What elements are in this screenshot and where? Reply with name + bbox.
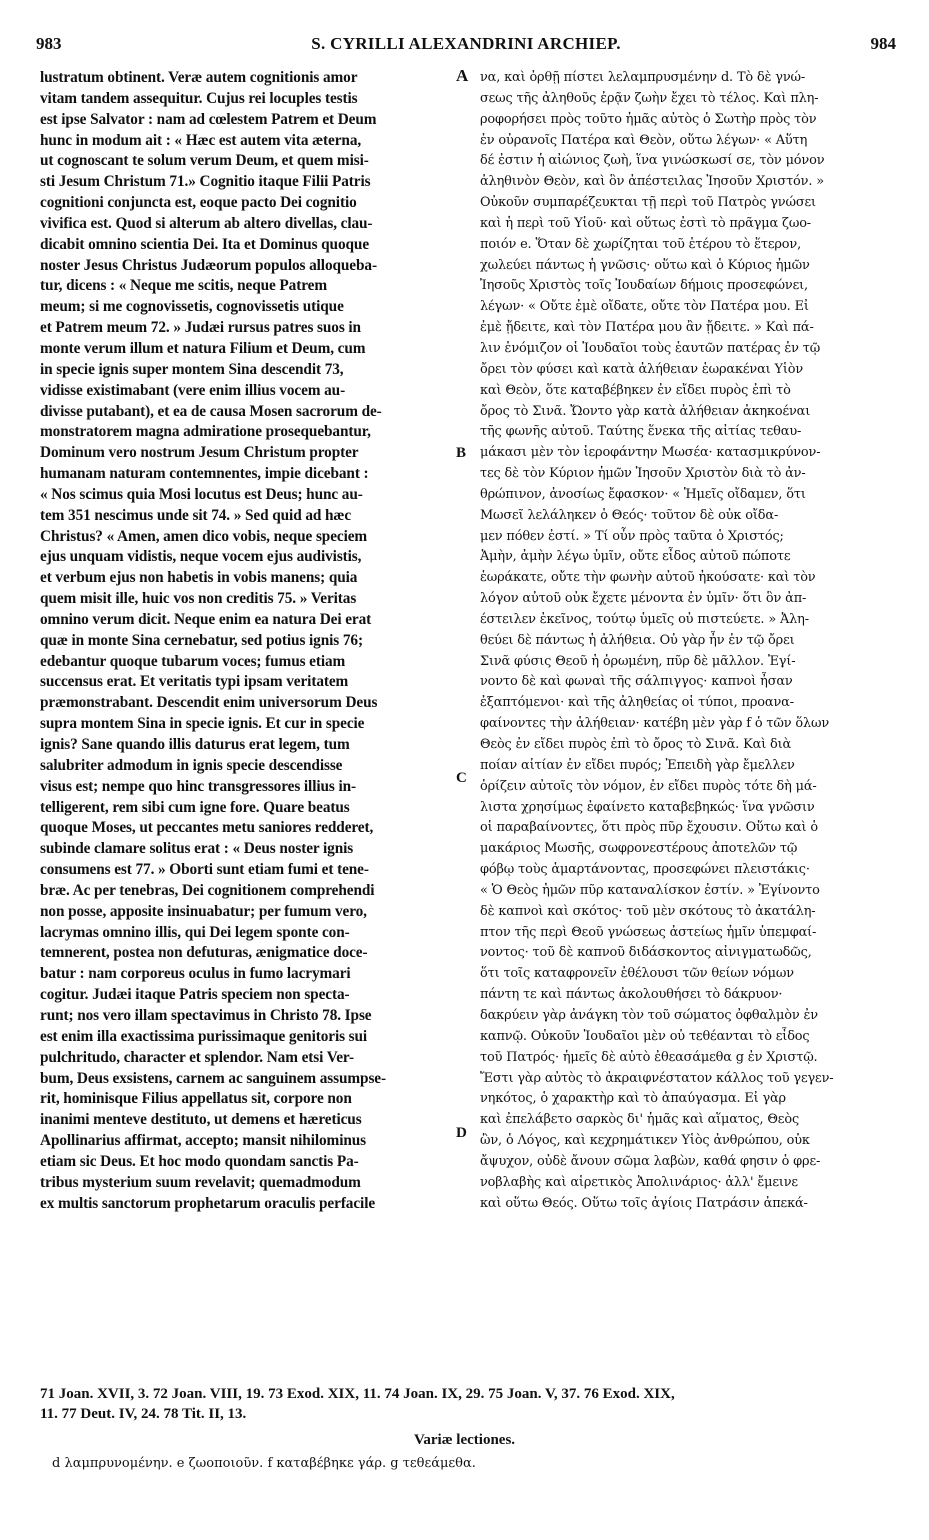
greek-text-line: καὶ Θεὸν, ὅτε καταβέβηκεν ἐν εἴδει πυρὸς ἐπὶ τὸ [480,382,791,398]
greek-text-line: ποίαν αἰτίαν ἐν εἴδει πυρός; Ἐπειδὴ γὰρ ἔμελλεν [480,757,795,773]
greek-text-line: λιστα χρησίμως ἐφαίνετο καταβεβηκώς· ἵνα γνῶσιν [480,799,815,815]
greek-text-line: πτον τῆς περὶ Θεοῦ γνώσεως ἀστείως ἡμῖν ὑπεμφαί- [480,924,817,940]
greek-text-line: μάκασι μὲν τὸν ἱεροφάντην Μωσέα· κατασμικρύνον- [480,445,821,461]
greek-text-line: Θεὸς ἐν εἴδει πυρὸς ἐπὶ τὸ ὄρος τὸ Σινᾶ. Καὶ διὰ [480,737,792,752]
greek-text-line: Ἀμὴν, ἀμὴν λέγω ὑμῖν, οὔτε εἶδος αὐτοῦ πώποτε [480,549,791,565]
greek-text-line: ἐξαπτόμενοι· καὶ τῆς ἀληθείας οἱ τύποι, προανα- [480,695,794,711]
greek-text-line: Ἰησοῦς Χριστὸς τοῖς Ἰουδαίων δήμοις προσεφώνει, [480,278,808,294]
latin-text-line: vivifica est. Quod si alterum ab altero divellas, clau- [40,214,373,232]
greek-text-line: φόβῳ τοὺς ἁμαρτάνοντας, προσεφώνει πλειστάκις· [480,862,810,878]
page-number-left: 983 [36,34,62,53]
latin-text-line: ejus unquam vidistis, neque vocem ejus audivistis, [40,548,362,566]
greek-text-line: « Ὁ Θεὸς ἡμῶν πῦρ καταναλίσκον ἐστίν. » Ἐγίνοντο [480,882,820,898]
latin-text-line: humanam naturam contemnentes, impie dicebant : [40,465,369,483]
latin-text-line: subinde clamare solitus erat : « Deus noster ignis [40,840,354,858]
latin-text-line: non posse, apposite insinuabatur; per fumum vero, [40,902,367,920]
latin-text-line: vitam tandem assequitur. Cujus rei locuples testis [40,89,358,107]
latin-text-line: cognitioni conjuncta est, eoque pacto Dei cognitio [40,194,357,212]
latin-text-line: meum; si me cognovissetis, cognovissetis utique [40,298,344,316]
latin-text-line: ignis? Sane quando illis daturus erat legem, tum [40,736,350,753]
latin-text-line: ut cognoscant te solum verum Deum, et quem misi- [40,152,369,170]
greek-text-line: τες δὲ τὸν Κύριον ἡμῶν Ἰησοῦν Χριστὸν διὰ τὸ ἀν- [480,466,806,482]
latin-text-line: tem 351 nescimus unde sit 74. » Sed quid ad hæc [40,506,352,524]
latin-text-line: supra montem Sina in specie ignis. Et cur in specie [40,715,365,733]
greek-text-line: λέγων· « Οὔτε ἐμὲ οἴδατε, οὔτε τὸν Πατέρα μου. Εἰ [480,299,809,315]
latin-text-line: bræ. Ac per tenebras, Dei cognitionem comprehendi [40,881,375,899]
greek-text-line: ὅτι τοῖς καταφρονεῖν ἐθέλουσι τῶν θείων νόμων [480,966,794,982]
greek-text-line: ὢν, ὁ Λόγος, καὶ κεχρημάτικεν Υἱὸς ἀνθρώπου, οὐκ [480,1133,810,1149]
latin-text-line: sti Jesum Christum 71.» Cognitio itaque Filii Patris [40,173,371,191]
greek-text-line: νοντο δὲ καὶ φωναὶ τῆς σάλπιγγος· καπνοὶ ἦσαν [480,674,793,690]
latin-text-line: tribus mysterium suum revelavit; quemadmodum [40,1173,361,1191]
running-title: S. CYRILLI ALEXANDRINI ARCHIEP. [311,34,621,53]
latin-text-line: est enim illa exactissima purissimaque genitoris sui [40,1027,368,1045]
section-marker-c: C [456,770,467,786]
latin-text-line: pulchritudo, character et splendor. Nam etsi Ver- [40,1048,355,1066]
section-marker-b: B [456,445,467,461]
latin-column [40,68,452,1214]
latin-text-line: dicabit omnino scientia Dei. Ita et Dominus quoque [40,235,370,253]
greek-text-line: Μωσεῖ λελάληκεν ὁ Θεός· τοῦτον δὲ οὐκ οἴδα- [480,507,779,523]
greek-text-line: τῆς φωνῆς αὐτοῦ. Ταύτης ἕνεκα τῆς αἰτίας τεθαυ- [480,424,802,440]
latin-text-line: et Patrem meum 72. » Judæi rursus patres suos in [40,319,361,337]
latin-text-line: Christus? « Amen, amen dico vobis, neque speciem [40,527,368,545]
latin-text-line: runt; nos vero illam spectavimus in Christo 78. Ipse [40,1006,372,1024]
latin-text-line: visus est; nempe quo hinc transgressores illius in- [40,777,357,795]
latin-text-line: etiam sic Deus. Et hoc modo quondam sanctis Pa- [40,1152,359,1170]
latin-text-line: vidisse existimabant (vere enim illius vocem au- [40,381,346,399]
greek-text-line: ἐν οὐρανοῖς Πατέρα καὶ Θεὸν, οὕτω λέγων· « Αὕτη [480,132,808,148]
greek-text-line: ὄρει τὸν φύσει καὶ κατὰ ἀλήθειαν ἑωρακέναι Υἱὸν [480,361,804,377]
latin-text-line: est ipse Salvator : nam ad cœlestem Patrem et Deum [40,110,377,128]
greek-text-line: ἄψυχον, οὐδὲ ἄνουν σῶμα λαβὼν, καθά φησιν ὁ φρε- [480,1153,821,1169]
greek-text-line: οἱ παραβαίνοντες, ὅτι πρὸς πῦρ ἔχουσιν. Οὕτω καὶ ὁ [480,820,818,836]
greek-text-line: καὶ ἐπελάβετο σαρκὸς δι' ἡμᾶς καὶ αἵματος, Θεὸς [480,1112,800,1128]
footnote-line: 71 Joan. XVII, 3. 72 Joan. VIII, 19. 73 Exod. XIX, 11. 74 Joan. IX, 29. 75 Joan. V, 37. 76 Exod. XIX, [40,1386,675,1402]
latin-text-line: divisse putabant), et ea de causa Mosen sacrorum de- [40,402,382,420]
latin-text-line: « Nos scimus quia Mosi locutus est Deus; hunc au- [40,485,363,503]
latin-text-line: et verbum ejus non habetis in vobis manens; quia [40,569,358,587]
greek-text-line: ὁρίζειν αὐτοῖς τὸν νόμον, ἐν εἴδει πυρὸς τότε δὴ μά- [480,778,817,794]
latin-text-line: noster Jesus Christus Judæorum populos alloqueba- [40,256,377,274]
latin-text-line: monstratorem magna admiratione prosequebantur, [40,423,371,441]
greek-text-line: ὄρος τὸ Σινᾶ. Ὤοντο γὰρ κατὰ ἀλήθειαν ἀκηκοέναι [480,403,811,419]
latin-text-line: Apollinarius affirmat, accepto; mansit nihilominus [40,1132,367,1150]
footnote-line: 11. 77 Deut. IV, 24. 78 Tit. II, 13. [40,1406,247,1422]
greek-text-line: Οὐκοῦν συμπαρέζευκται τῇ περὶ τοῦ Πατρὸς γνώσει [480,195,816,211]
latin-text-line: salubriter admodum in ignis specie descendisse [40,756,343,774]
variae-lectiones-text: d λαμπρυνομένην. e ζωοποιοῦν. f καταβέβηκε γάρ. g τεθεάμεθα. [52,1456,476,1471]
footnotes [40,1384,890,1424]
greek-text-line: μεν πόθεν ἐστί. » Τί οὖν πρὸς ταῦτα ὁ Χριστός; [480,528,784,544]
latin-text-line: inanimi menteve destituto, ut demens et hæreticus [40,1111,362,1129]
running-header [36,34,896,60]
greek-text-line: Ἔστι γὰρ αὐτὸς τὸ ἀκραιφνέστατον κάλλος τοῦ γεγεν- [480,1070,834,1086]
greek-text-line: τοῦ Πατρός· ἡμεῖς δὲ αὐτὸ ἐθεασάμεθα g ἐν Χριστῷ. [480,1049,818,1065]
latin-text-line: batur : nam corporeus oculus in fumo lacrymari [40,965,351,983]
latin-text-line: Dominum vero nostrum Jesum Christum propter [40,444,359,462]
greek-column [480,68,890,1214]
greek-text-line: ἑωράκατε, οὔτε τὴν φωνὴν αὐτοῦ ἠκούσατε· καὶ τὸν [480,570,816,586]
latin-text-line: quoque Moses, ut peccantes metu saniores redderet, [40,819,374,837]
greek-text-line: καπνῷ. Οὐκοῦν Ἰουδαῖοι μὲν οὐ τεθέανται τὸ εἶδος [480,1028,810,1044]
section-marker-a: A [456,66,469,85]
latin-text-line: quæ in monte Sina cernebatur, sed potius ignis 76; [40,631,363,649]
greek-text-line: δακρύειν γὰρ ἀνάγκη τὸν τοῦ σώματος ὀφθαλμὸν ἐν [480,1007,818,1023]
latin-text-line: omnino verum dicit. Neque enim ea natura Dei erat [40,610,372,628]
greek-text-line: πάντη τε καὶ πάντως ἀκολουθήσει τὸ δάκρυον· [480,987,783,1003]
latin-text-line: lustratum obtinent. Veræ autem cognitionis amor [40,69,358,86]
latin-text-line: bum, Deus exsistens, carnem ac sanguinem assumpse- [40,1069,386,1087]
latin-text-line: consumens est 77. » Oborti sunt etiam fumi et tene- [40,861,369,879]
greek-text-line: χωλεύει πάντως ἡ γνῶσις· οὕτω καὶ ὁ Κύριος ἡμῶν [480,257,810,273]
greek-text-line: έστειλεν ἐκεῖνος, τούτῳ ὑμεῖς οὐ πιστεύετε. » Ἀλη- [480,611,809,627]
greek-text-line: νηκότος, ὁ χαρακτὴρ καὶ τὸ ἀπαύγασμα. Εἰ γὰρ [480,1091,786,1107]
greek-text-line: ποιόν e. Ὅταν δὲ χωρίζηται τοῦ ἑτέρου τὸ ἕτερον, [480,236,802,252]
latin-text-line: succensus erat. Et veritatis typi ipsam veritatem [40,673,349,691]
greek-text-line: Σινᾶ φύσις Θεοῦ ἡ ὁρωμένη, πῦρ δὲ μᾶλλον. Ἐγί- [480,653,796,669]
greek-text-line: μακάριος Μωσῆς, σωφρονεστέρους ἀποτελῶν τῷ [480,841,798,857]
latin-text-line: hunc in modum ait : « Hæc est autem vita æterna, [40,131,362,149]
greek-text-line: ἐμὲ ᾔδειτε, καὶ τὸν Πατέρα μου ἂν ᾔδειτε. » Καὶ πά- [480,320,814,336]
latin-text-line: præmonstrabant. Descendit enim universorum Deus [40,694,378,712]
variae-lectiones-heading: Variæ lectiones. [413,1432,516,1448]
latin-text-line: temnerent, postea non defuturas, ænigmatice doce- [40,944,368,962]
greek-text-line: σεως τῆς ἀληθοῦς ἐρᾷν ζωὴν ἔχει τὸ τέλος. Καὶ πλη- [480,90,819,106]
greek-text-line: θρώπινον, ἀνοσίως ἔφασκον· « Ἡμεῖς οἴδαμεν, ὅτι [480,486,806,502]
page-number-right: 984 [870,34,896,53]
greek-text-line: καὶ οὕτω Θεός. Οὕτω τοῖς ἁγίοις Πατράσιν ἀπεκά- [480,1195,808,1211]
latin-text-line: lacrymas omnino illis, qui Dei legem sponte con- [40,923,350,941]
greek-text-line: δέ ἐστιν ἡ αἰώνιος ζωὴ, ἵνα γινώσκωσί σε, τὸν μόνον [480,153,825,169]
latin-text-line: ex multis sanctorum prophetarum oraculis perfacile [40,1194,376,1212]
latin-text-line: telligerent, rem sibi cum igne fore. Quare beatus [40,798,350,816]
greek-text-line: θεύει δὲ πάντως ἡ ἀλήθεια. Οὐ γὰρ ἦν ἐν τῷ ὄρει [480,632,795,648]
latin-text-line: edebantur quoque tubarum voces; fumus etiam [40,652,346,670]
greek-text-line: νοντος· τοῦ δὲ καπνοῦ διδάσκοντος αἰνιγματωδῶς, [480,945,812,961]
greek-text-line: λόγον αὐτοῦ οὐκ ἔχετε μένοντα ἐν ὑμῖν· ὅτι ὃν ἀπ- [480,591,807,607]
greek-text-line: καὶ ἡ περὶ τοῦ Υἱοῦ· καὶ οὕτως ἐστὶ τὸ πρᾶγμα ζωο- [480,215,812,231]
greek-text-line: ροφορήσει πρὸς τοῦτο ἡμᾶς αὐτὸς ὁ Σωτὴρ πρὸς τὸν [480,111,817,127]
latin-text-line: rit, hominisque Filius appellatus sit, corpore non [40,1090,352,1108]
greek-text-line: νοβλαβὴς καὶ αἱρετικὸς Ἀπολινάριος· ἀλλ' ἔμεινε [480,1174,798,1190]
latin-text-line: monte verum illum et natura Filium et Deum, cum [40,339,366,357]
latin-text-line: cogitur. Judæi itaque Patris speciem non specta- [40,986,350,1004]
greek-text-line: ἀληθινὸν Θεὸν, καὶ ὃν ἀπέστειλας Ἰησοῦν Χριστόν. » [480,174,824,190]
latin-text-line: quem misit ille, huic vos non creditis 75. » Veritas [40,590,357,608]
latin-text-line: tur, dicens : « Neque me scitis, neque Patrem [40,277,327,295]
greek-text-line: δὲ καπνοὶ καὶ σκότος· τοῦ μὲν σκότους τὸ ἀκατάλη- [480,903,816,919]
section-marker-d: D [456,1125,467,1141]
greek-text-line: λιν ἐνόμιζον οἱ Ἰουδαῖοι τοὺς ἑαυτῶν πατέρας ἐν τῷ [480,340,821,356]
greek-text-line: να, καὶ ὀρθῇ πίστει λελαμπρυσμένην d. Τὸ δὲ γνώ- [480,70,806,85]
latin-text-line: in specie ignis super montem Sina descendit 73, [40,360,344,378]
greek-text-line: φαίνοντες τὴν ἀλήθειαν· κατέβη μὲν γὰρ f ὁ τῶν ὅλων [480,716,830,732]
